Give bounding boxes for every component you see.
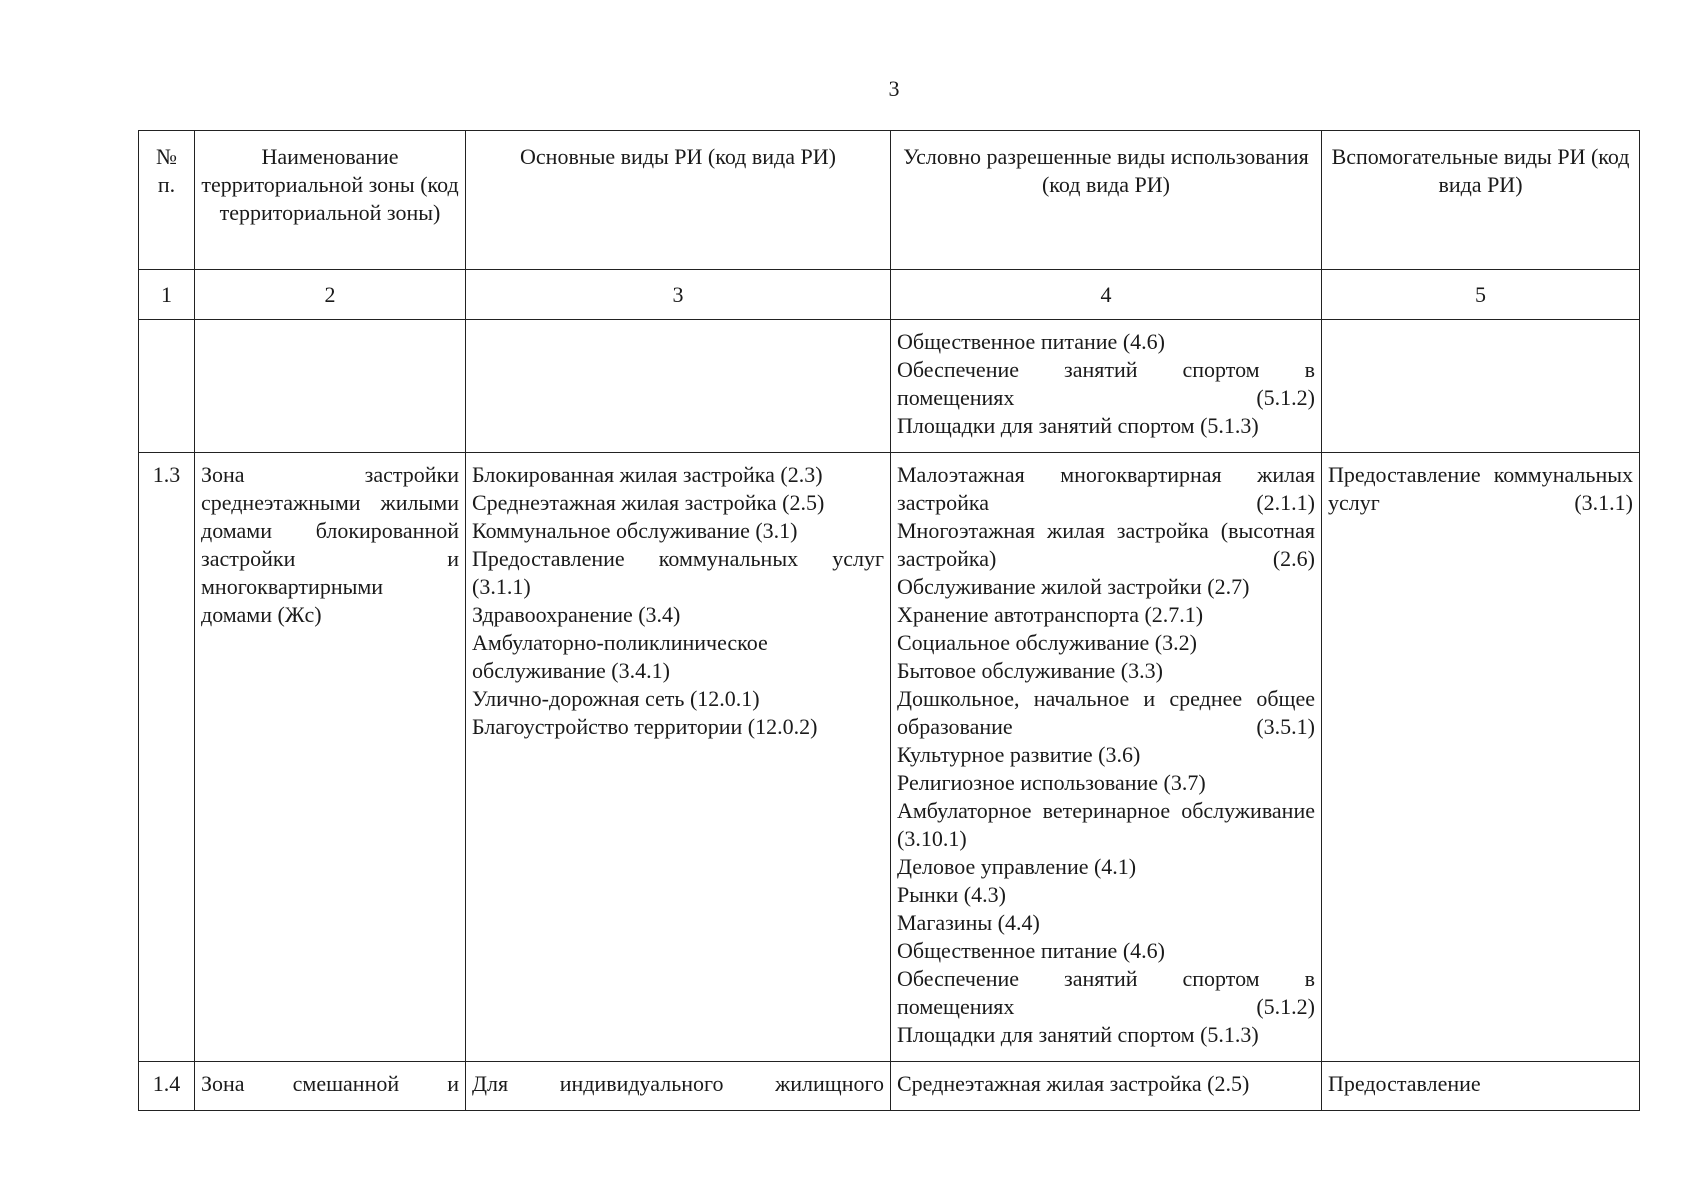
zone-name: Зона смешанной и [201, 1071, 459, 1096]
use-item: Дошкольное, начальное и среднее общее образование (3.5.1) [897, 686, 1315, 739]
header-zone-name: Наименование территориальной зоны (код территориальной зоны) [195, 131, 466, 270]
use-item: Религиозное использование (3.7) [897, 770, 1206, 795]
use-item: Многоэтажная жилая застройка (высотная застройка) (2.6) [897, 518, 1315, 571]
header-conditional-uses: Условно разрешенные виды использования (код вида РИ) [891, 131, 1322, 270]
conditional-uses-cell [891, 320, 1322, 453]
conditional-uses-cell [891, 453, 1322, 1062]
table-row [139, 453, 1640, 1062]
zone-name-cell [195, 1062, 466, 1111]
use-item: Блокированная жилая застройка (2.3) [472, 462, 823, 487]
column-number: 4 [891, 270, 1322, 320]
zones-table [138, 130, 1640, 1111]
use-item: Общественное питание (4.6) [897, 329, 1165, 354]
column-number: 3 [466, 270, 891, 320]
use-item: Обслуживание жилой застройки (2.7) [897, 574, 1250, 599]
zone-name-cell [195, 320, 466, 453]
auxiliary-uses-cell [1322, 1062, 1640, 1111]
use-item: Малоэтажная многоквартирная жилая застройка (2.1.1) [897, 462, 1315, 515]
use-item: Бытовое обслуживание (3.3) [897, 658, 1163, 683]
use-item: Амбулаторно-поликлиническое обслуживание (3.4.1) [472, 630, 768, 683]
use-item: Обеспечение занятий спортом в помещениях (5.1.2) [897, 966, 1315, 1019]
header-row [139, 131, 1640, 270]
row-number [139, 320, 195, 453]
use-item: Среднеэтажная жилая застройка (2.5) [897, 1071, 1250, 1096]
table-row [139, 1062, 1640, 1111]
use-item: Социальное обслуживание (3.2) [897, 630, 1197, 655]
use-item: Улично-дорожная сеть (12.0.1) [472, 686, 760, 711]
use-item: Благоустройство территории (12.0.2) [472, 714, 818, 739]
auxiliary-uses-cell [1322, 320, 1640, 453]
row-number: 1.3 [139, 453, 195, 1062]
main-uses-cell [466, 1062, 891, 1111]
column-number: 5 [1322, 270, 1640, 320]
header-number: № п. [139, 131, 195, 270]
use-item: Предоставление коммунальных услуг (3.1.1) [472, 546, 884, 599]
use-item: Площадки для занятий спортом (5.1.3) [897, 413, 1259, 438]
use-item: Рынки (4.3) [897, 882, 1006, 907]
main-uses-cell [466, 320, 891, 453]
use-item: Хранение автотранспорта (2.7.1) [897, 602, 1204, 627]
use-item: Культурное развитие (3.6) [897, 742, 1141, 767]
header-auxiliary-uses: Вспомогательные виды РИ (код вида РИ) [1322, 131, 1640, 270]
use-item: Среднеэтажная жилая застройка (2.5) [472, 490, 825, 515]
use-item: Деловое управление (4.1) [897, 854, 1137, 879]
use-item: Магазины (4.4) [897, 910, 1040, 935]
header-main-uses: Основные виды РИ (код вида РИ) [466, 131, 891, 270]
conditional-uses-cell [891, 1062, 1322, 1111]
column-number: 1 [139, 270, 195, 320]
page-number: 3 [888, 76, 900, 101]
column-number: 2 [195, 270, 466, 320]
use-item: Площадки для занятий спортом (5.1.3) [897, 1022, 1259, 1047]
zone-name-cell: Зона застройки среднеэтажными жилыми домами блокированной застройки и многоквартирными домами (Жс) [195, 453, 466, 1062]
use-item: Обеспечение занятий спортом в помещениях (5.1.2) [897, 357, 1315, 410]
main-uses-cell [466, 453, 891, 1062]
use-item: Предоставление [1328, 1071, 1481, 1096]
row-number: 1.4 [139, 1062, 195, 1111]
use-item: Амбулаторное ветеринарное обслуживание (3.10.1) [897, 798, 1315, 851]
use-item: Здравоохранение (3.4) [472, 602, 681, 627]
auxiliary-uses-cell [1322, 453, 1640, 1062]
use-item: Предоставление коммунальных услуг (3.1.1) [1328, 462, 1633, 515]
column-numbers-row [139, 270, 1640, 320]
use-item: Для индивидуального жилищного [472, 1071, 884, 1096]
use-item: Общественное питание (4.6) [897, 938, 1165, 963]
table-row [139, 320, 1640, 453]
use-item: Коммунальное обслуживание (3.1) [472, 518, 798, 543]
